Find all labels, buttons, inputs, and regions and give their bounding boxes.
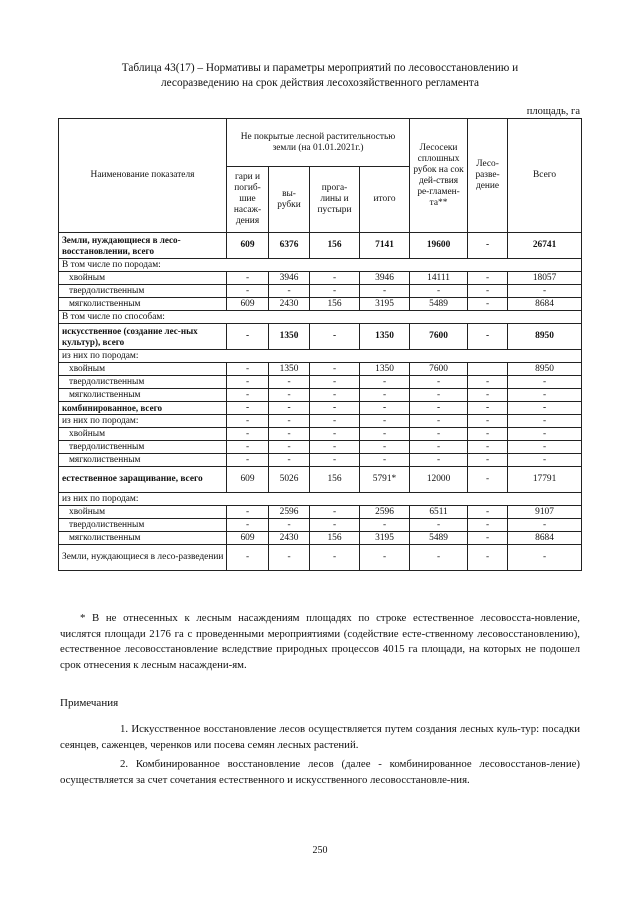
row-label: хвойным	[59, 506, 227, 519]
cell-afforestation: -	[468, 402, 508, 415]
table-row	[59, 519, 582, 532]
cell-cuts: 2596	[269, 506, 310, 519]
cell-afforestation: -	[468, 272, 508, 285]
notes-heading: Примечания	[60, 697, 119, 709]
cell-burnt: 609	[227, 233, 269, 259]
row-label: твердолиственным	[59, 441, 227, 454]
cell-cuts: -	[269, 441, 310, 454]
table-caption-line-2: лесоразведению на срок действия лесохозяйственного регламента	[161, 77, 479, 89]
cell-subtotal: 1350	[360, 324, 410, 350]
table-row	[59, 545, 582, 571]
cell-clearcuts: -	[410, 402, 468, 415]
header-clearcuts: Лесосеки сплошных рубок на сок дей-ствия ре-гламен-та**	[410, 119, 468, 233]
cell-afforestation: -	[468, 415, 508, 428]
cell-cuts: -	[269, 454, 310, 467]
cell-total: 8950	[508, 324, 582, 350]
cell-burnt: -	[227, 402, 269, 415]
row-label: комбинированное, всего	[59, 402, 227, 415]
cell-burnt: -	[227, 454, 269, 467]
row-label: твердолиственным	[59, 285, 227, 298]
note-item: 1. Искусственное восстановление лесов осуществляется путем создания лесных куль-тур: посадки сеянцев, саженцев, черенков или посева семян лесных растений.	[60, 723, 580, 751]
table-row	[59, 428, 582, 441]
cell-cuts: 2430	[269, 532, 310, 545]
cell-burnt: -	[227, 272, 269, 285]
cell-total: -	[508, 389, 582, 402]
row-label: мягколиственным	[59, 389, 227, 402]
header-cuts: вы-рубки	[269, 167, 310, 233]
table-row	[59, 233, 582, 259]
cell-afforestation: -	[468, 233, 508, 259]
header-total: Всего	[508, 119, 582, 233]
table-row	[59, 389, 582, 402]
cell-glades: -	[310, 402, 360, 415]
cell-cuts: -	[269, 285, 310, 298]
table-row	[59, 285, 582, 298]
cell-glades: 156	[310, 532, 360, 545]
cell-subtotal: -	[360, 441, 410, 454]
cell-total: -	[508, 285, 582, 298]
table-footnote: * В не отнесенных к лесным насаждениям площадях по строке естественное лесовосста-новление, числятся площади 2176 га с проведенными мероприятиями (содействие есте-ственному лесовосстановлению), естественное лесовосстановление вследствие природных процессов 4015 га площади, на которых не подошел срок отнесения к лесным насаждени-ям.	[60, 612, 580, 671]
cell-afforestation: -	[468, 545, 508, 571]
cell-glades: -	[310, 454, 360, 467]
cell-total: 18057	[508, 272, 582, 285]
cell-subtotal: 1350	[360, 363, 410, 376]
cell-burnt: -	[227, 519, 269, 532]
cell-afforestation: -	[468, 454, 508, 467]
table-row	[59, 350, 582, 363]
table-row	[59, 506, 582, 519]
table-caption-line-1: Таблица 43(17) – Нормативы и параметры мероприятий по лесовосстановлению и	[121, 62, 519, 74]
cell-total: 9107	[508, 506, 582, 519]
cell-total: 26741	[508, 233, 582, 259]
cell-glades: -	[310, 441, 360, 454]
cell-glades: -	[310, 272, 360, 285]
cell-clearcuts: -	[410, 285, 468, 298]
cell-cuts: 1350	[269, 363, 310, 376]
cell-subtotal: -	[360, 428, 410, 441]
cell-cuts: -	[269, 415, 310, 428]
cell-burnt: -	[227, 441, 269, 454]
cell-total: -	[508, 519, 582, 532]
note-item: 2. Комбинированное восстановление лесов (далее - комбинированное лесовосстанов-ление) осуществляется за счет сочетания естественного и искусственного лесовосстановле-ния.	[60, 758, 580, 786]
cell-total: -	[508, 415, 582, 428]
cell-afforestation: -	[468, 532, 508, 545]
cell-afforestation: -	[468, 298, 508, 311]
table-row	[59, 324, 582, 350]
header-glades: прога-лины и пустыри	[310, 167, 360, 233]
row-section-label: из них по породам:	[59, 493, 582, 506]
cell-burnt: -	[227, 285, 269, 298]
unit-label: площадь, га	[526, 106, 580, 117]
cell-cuts: -	[269, 428, 310, 441]
cell-glades: 156	[310, 233, 360, 259]
row-label: Земли, нуждающиеся в лесо-разведении	[59, 545, 227, 571]
cell-clearcuts: -	[410, 376, 468, 389]
cell-total: 8684	[508, 298, 582, 311]
cell-clearcuts: 5489	[410, 532, 468, 545]
cell-cuts: 2430	[269, 298, 310, 311]
cell-subtotal: -	[360, 415, 410, 428]
table-row	[59, 298, 582, 311]
cell-afforestation: -	[468, 324, 508, 350]
cell-afforestation: -	[468, 467, 508, 493]
cell-afforestation: -	[468, 441, 508, 454]
cell-subtotal: 3946	[360, 272, 410, 285]
cell-glades: -	[310, 415, 360, 428]
cell-burnt: -	[227, 376, 269, 389]
cell-clearcuts: -	[410, 545, 468, 571]
table-caption	[60, 61, 580, 91]
cell-subtotal: 3195	[360, 532, 410, 545]
cell-burnt: -	[227, 506, 269, 519]
header-name: Наименование показателя	[59, 119, 227, 233]
cell-afforestation: -	[468, 428, 508, 441]
row-label: хвойным	[59, 428, 227, 441]
cell-burnt: -	[227, 415, 269, 428]
cell-clearcuts: -	[410, 428, 468, 441]
cell-glades: -	[310, 285, 360, 298]
row-label: искусственное (создание лес-ных культур), всего	[59, 324, 227, 350]
header-uncovered-lands: Не покрытые лесной растительностью земли (на 01.01.2021г.)	[227, 119, 410, 167]
row-label: мягколиственным	[59, 298, 227, 311]
cell-afforestation: -	[468, 519, 508, 532]
cell-clearcuts: 19600	[410, 233, 468, 259]
cell-glades: 156	[310, 467, 360, 493]
table-row	[59, 467, 582, 493]
cell-total: -	[508, 376, 582, 389]
row-label: из них по породам:	[59, 415, 227, 428]
cell-glades: -	[310, 506, 360, 519]
cell-cuts: -	[269, 402, 310, 415]
cell-glades: -	[310, 545, 360, 571]
cell-afforestation	[468, 363, 508, 376]
cell-clearcuts: -	[410, 389, 468, 402]
cell-total: 8684	[508, 532, 582, 545]
cell-subtotal: -	[360, 285, 410, 298]
cell-afforestation: -	[468, 376, 508, 389]
table-row	[59, 272, 582, 285]
table-row	[59, 415, 582, 428]
row-section-label: В том числе по породам:	[59, 259, 582, 272]
cell-afforestation: -	[468, 506, 508, 519]
cell-glades: -	[310, 324, 360, 350]
row-label: естественное заращивание, всего	[59, 467, 227, 493]
cell-clearcuts: 6511	[410, 506, 468, 519]
cell-clearcuts: -	[410, 454, 468, 467]
cell-cuts: 1350	[269, 324, 310, 350]
cell-total: -	[508, 428, 582, 441]
cell-glades: -	[310, 376, 360, 389]
cell-glades: -	[310, 519, 360, 532]
table-row	[59, 363, 582, 376]
cell-total: 8950	[508, 363, 582, 376]
cell-subtotal: -	[360, 545, 410, 571]
header-subtotal: итого	[360, 167, 410, 233]
cell-total: 17791	[508, 467, 582, 493]
row-label: твердолиственным	[59, 519, 227, 532]
cell-subtotal: -	[360, 389, 410, 402]
cell-afforestation: -	[468, 389, 508, 402]
cell-subtotal: -	[360, 519, 410, 532]
cell-cuts: -	[269, 389, 310, 402]
cell-burnt: -	[227, 389, 269, 402]
table-row	[59, 441, 582, 454]
row-section-label: из них по породам:	[59, 350, 582, 363]
cell-clearcuts: 7600	[410, 324, 468, 350]
cell-glades: -	[310, 428, 360, 441]
table-header	[59, 119, 582, 233]
reforestation-table	[58, 118, 582, 571]
cell-cuts: 3946	[269, 272, 310, 285]
cell-burnt: 609	[227, 532, 269, 545]
cell-glades: -	[310, 363, 360, 376]
cell-subtotal: -	[360, 402, 410, 415]
cell-cuts: -	[269, 519, 310, 532]
cell-cuts: 6376	[269, 233, 310, 259]
cell-clearcuts: -	[410, 519, 468, 532]
cell-burnt: -	[227, 363, 269, 376]
cell-clearcuts: -	[410, 415, 468, 428]
cell-clearcuts: -	[410, 441, 468, 454]
cell-clearcuts: 14111	[410, 272, 468, 285]
cell-afforestation: -	[468, 285, 508, 298]
cell-glades: 156	[310, 298, 360, 311]
cell-clearcuts: 5489	[410, 298, 468, 311]
cell-burnt: -	[227, 545, 269, 571]
cell-subtotal: 7141	[360, 233, 410, 259]
row-label: мягколиственным	[59, 532, 227, 545]
row-label: твердолиственным	[59, 376, 227, 389]
table-row	[59, 402, 582, 415]
cell-subtotal: 2596	[360, 506, 410, 519]
cell-subtotal: 5791*	[360, 467, 410, 493]
header-afforestation: Лесо-разве-дение	[468, 119, 508, 233]
table-row	[59, 532, 582, 545]
cell-clearcuts: 12000	[410, 467, 468, 493]
table-row	[59, 259, 582, 272]
table-row	[59, 376, 582, 389]
cell-total: -	[508, 545, 582, 571]
cell-glades: -	[310, 389, 360, 402]
cell-burnt: -	[227, 428, 269, 441]
table-row	[59, 493, 582, 506]
header-burnt: гари и погиб-шие насаж-дения	[227, 167, 269, 233]
row-label: хвойным	[59, 272, 227, 285]
cell-cuts: -	[269, 376, 310, 389]
cell-subtotal: -	[360, 376, 410, 389]
cell-total: -	[508, 402, 582, 415]
cell-clearcuts: 7600	[410, 363, 468, 376]
table-row	[59, 311, 582, 324]
cell-total: -	[508, 441, 582, 454]
cell-total: -	[508, 454, 582, 467]
row-section-label: В том числе по способам:	[59, 311, 582, 324]
cell-burnt: 609	[227, 467, 269, 493]
row-label: мягколиственным	[59, 454, 227, 467]
row-label: хвойным	[59, 363, 227, 376]
cell-burnt: 609	[227, 298, 269, 311]
table-body	[59, 233, 582, 571]
cell-burnt: -	[227, 324, 269, 350]
table-row	[59, 454, 582, 467]
row-label: Земли, нуждающиеся в лесо-восстановлении, всего	[59, 233, 227, 259]
cell-subtotal: 3195	[360, 298, 410, 311]
page-number: 250	[312, 845, 328, 856]
cell-cuts: -	[269, 545, 310, 571]
cell-cuts: 5026	[269, 467, 310, 493]
cell-subtotal: -	[360, 454, 410, 467]
